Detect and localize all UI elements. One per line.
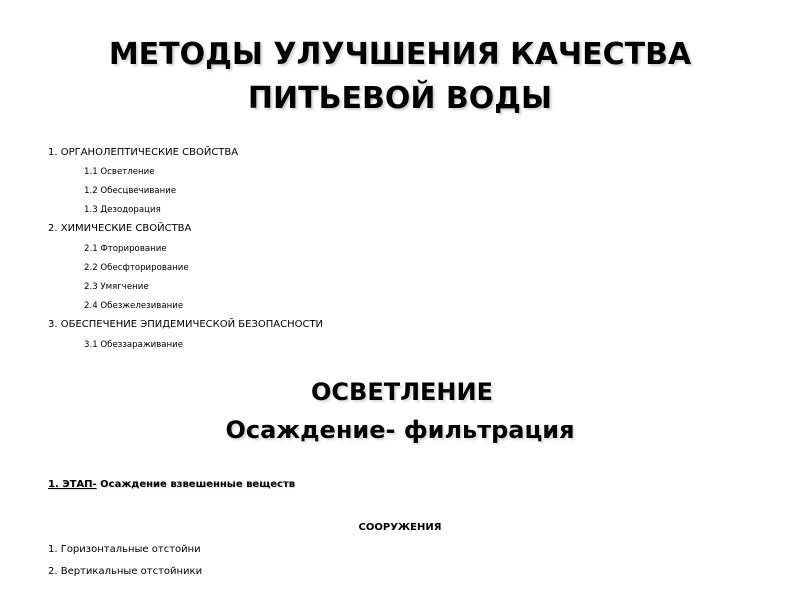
outline-item: 3.1 Обеззараживание: [84, 340, 184, 350]
structures-list: [48, 543, 202, 587]
structure-item: 1. Горизонтальные отстойни: [48, 544, 201, 555]
outline-section-organoleptic: 1. ОРГАНОЛЕПТИЧЕСКИЕ СВОЙСТВА: [48, 147, 239, 158]
stage-prefix: 1. ЭТАП-: [48, 479, 97, 490]
structure-item: 2. Вертикальные отстойники: [48, 566, 203, 577]
slide-title-line-2: ПИТЬЕВОЙ ВОДЫ: [247, 81, 553, 116]
section-subheading: Осаждение- фильтрация: [225, 416, 575, 444]
structures-heading: СООРУЖЕНИЯ: [358, 522, 442, 533]
outline-item: 2.3 Умягчение: [84, 282, 149, 292]
stage-text: Осаждение взвешенные веществ: [96, 479, 296, 490]
outline-section-chemical: 2. ХИМИЧЕСКИЕ СВОЙСТВА: [48, 223, 192, 234]
outline-item: 1.3 Дезодорация: [84, 205, 161, 215]
outline-section-epidemic-safety: 3. ОБЕСПЕЧЕНИЕ ЭПИДЕМИЧЕСКОЙ БЕЗОПАСНОСТИ: [48, 319, 324, 330]
slide-title: [0, 33, 800, 121]
stage-line: [48, 478, 295, 492]
slide-title-line-1: МЕТОДЫ УЛУЧШЕНИЯ КАЧЕСТВА: [108, 37, 692, 72]
section-heading: ОСВЕТЛЕНИЕ: [311, 378, 493, 406]
outline-item: 2.1 Фторирование: [84, 244, 167, 254]
outline-item: 2.2 Обесфторирование: [84, 263, 189, 273]
outline-item: 1.2 Обесцвечивание: [84, 186, 177, 196]
methods-outline: [48, 146, 768, 357]
outline-item: 1.1 Осветление: [84, 167, 155, 177]
outline-item: 2.4 Обезжелезивание: [84, 301, 184, 311]
